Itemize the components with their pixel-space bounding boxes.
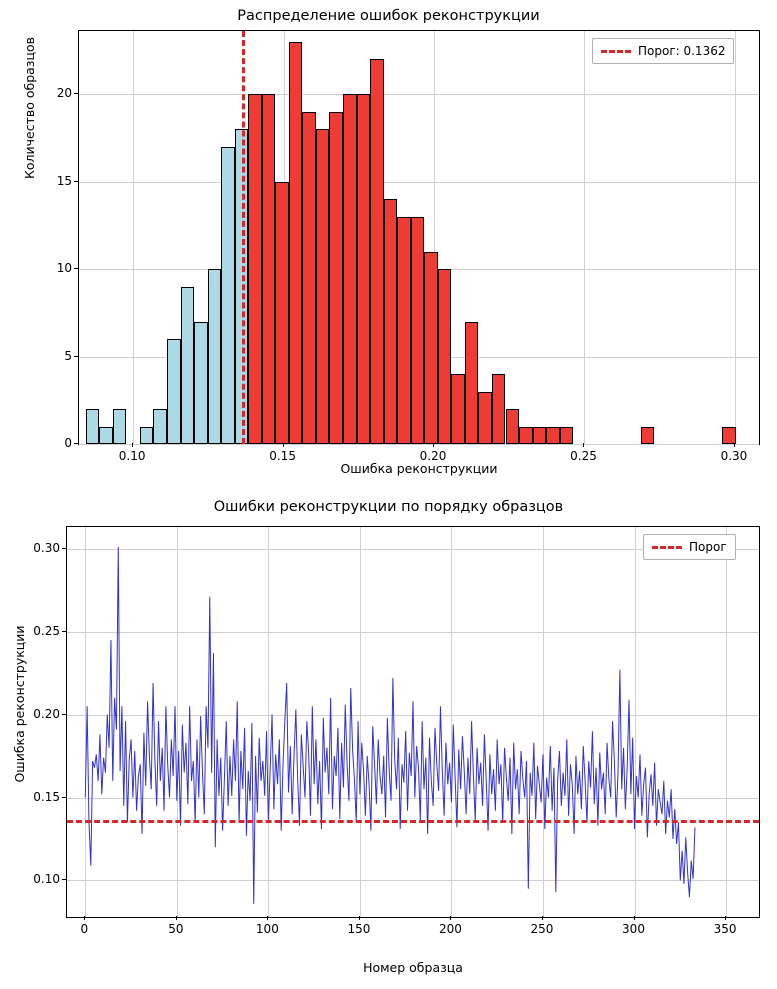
x-tick-label: 0.30 xyxy=(720,449,748,463)
y-tick-mark xyxy=(62,797,66,798)
histogram-bar xyxy=(357,94,371,444)
grid-line-horizontal xyxy=(79,182,759,183)
y-tick-label: 0.10 xyxy=(33,872,60,887)
histogram-bar xyxy=(343,94,357,444)
x-tick-label: 350 xyxy=(713,922,737,936)
histogram-bar xyxy=(451,374,465,444)
series-plot-area xyxy=(66,526,760,918)
x-tick-mark xyxy=(132,443,133,447)
x-tick-mark xyxy=(734,443,735,447)
y-tick-mark xyxy=(62,548,66,549)
x-tick-label: 0.20 xyxy=(419,449,447,463)
x-tick-label: 0.10 xyxy=(118,449,146,463)
x-tick-label: 50 xyxy=(168,922,184,936)
series-y-axis-label: Ошибка реконструкции xyxy=(12,625,27,783)
y-tick-mark xyxy=(74,443,78,444)
y-tick-label: 15 xyxy=(56,173,72,188)
grid-line-horizontal xyxy=(79,444,759,445)
histogram-bar xyxy=(289,42,303,445)
grid-line-vertical xyxy=(584,31,585,444)
histogram-bar xyxy=(424,252,438,445)
histogram-bar xyxy=(370,59,384,444)
histogram-bar xyxy=(533,427,547,445)
grid-line-vertical xyxy=(735,31,736,444)
x-tick-mark xyxy=(725,916,726,920)
y-tick-label: 5 xyxy=(64,348,72,363)
grid-line-horizontal xyxy=(79,94,759,95)
histogram-bar xyxy=(519,427,533,445)
histogram-bar xyxy=(384,199,398,444)
series-legend-label: Порог xyxy=(689,540,727,554)
histogram-plot-area xyxy=(78,30,760,445)
series-figure xyxy=(0,494,777,989)
x-tick-label: 0 xyxy=(80,922,89,936)
histogram-bar xyxy=(140,427,154,445)
histogram-bar xyxy=(275,182,289,445)
histogram-bar xyxy=(262,94,276,444)
series-legend xyxy=(643,534,736,560)
x-tick-mark xyxy=(84,916,85,920)
x-tick-mark xyxy=(176,916,177,920)
x-tick-mark xyxy=(583,443,584,447)
x-tick-mark xyxy=(634,916,635,920)
histogram-bar xyxy=(181,287,195,445)
histogram-bar xyxy=(208,269,222,444)
threshold-line xyxy=(242,31,245,444)
histogram-bar xyxy=(546,427,560,445)
y-tick-mark xyxy=(74,181,78,182)
y-tick-mark xyxy=(74,268,78,269)
histogram-bar xyxy=(560,427,574,445)
x-tick-label: 150 xyxy=(347,922,371,936)
y-tick-label: 10 xyxy=(56,261,72,275)
y-tick-label: 0.20 xyxy=(33,706,60,721)
histogram-title: Распределение ошибок реконструкции xyxy=(237,8,540,24)
threshold-line-swatch xyxy=(652,546,682,549)
histogram-legend-label: Порог: 0.1362 xyxy=(638,44,726,58)
histogram-y-axis-label: Количество образцов xyxy=(22,37,37,179)
histogram-bar xyxy=(113,409,127,444)
x-tick-label: 200 xyxy=(438,922,462,936)
histogram-legend xyxy=(592,38,734,64)
x-tick-mark xyxy=(433,443,434,447)
reconstruction-error-series xyxy=(67,527,759,917)
y-tick-mark xyxy=(62,714,66,715)
x-tick-label: 0.15 xyxy=(269,449,296,463)
y-tick-mark xyxy=(62,879,66,880)
histogram-bar xyxy=(153,409,167,444)
x-tick-label: 300 xyxy=(622,922,645,936)
x-tick-mark xyxy=(542,916,543,920)
x-tick-mark xyxy=(359,916,360,920)
histogram-bar xyxy=(411,217,425,445)
histogram-bar xyxy=(248,94,262,444)
histogram-bar xyxy=(167,339,181,444)
histogram-bar xyxy=(492,374,506,444)
series-x-axis-label: Номер образца xyxy=(363,960,463,975)
x-tick-mark xyxy=(450,916,451,920)
y-tick-mark xyxy=(74,93,78,94)
y-tick-mark xyxy=(62,631,66,632)
y-tick-label: 20 xyxy=(56,86,72,100)
histogram-bar xyxy=(194,322,208,445)
histogram-bar xyxy=(221,147,235,445)
grid-line-vertical xyxy=(133,31,134,444)
threshold-line-swatch xyxy=(601,50,631,53)
threshold-line xyxy=(67,820,759,823)
x-tick-mark xyxy=(283,443,284,447)
histogram-bar xyxy=(329,112,343,445)
y-tick-label: 0.15 xyxy=(33,789,60,804)
x-tick-label: 0.25 xyxy=(570,449,597,463)
x-tick-label: 100 xyxy=(255,922,279,936)
histogram-figure xyxy=(0,0,777,494)
x-tick-label: 250 xyxy=(530,922,554,936)
series-title: Ошибки реконструкции по порядку образцов xyxy=(213,499,564,515)
histogram-bar xyxy=(302,112,316,445)
histogram-bar xyxy=(465,322,479,445)
histogram-bar xyxy=(438,269,452,444)
y-tick-mark xyxy=(74,356,78,357)
y-tick-label: 0.30 xyxy=(33,540,60,555)
histogram-x-axis-label: Ошибка реконструкции xyxy=(340,461,498,476)
y-tick-label: 0.25 xyxy=(33,623,60,638)
histogram-bar xyxy=(478,392,492,445)
histogram-bar xyxy=(722,427,736,445)
histogram-bar xyxy=(86,409,100,444)
histogram-bar xyxy=(506,409,520,444)
histogram-bar xyxy=(397,217,411,445)
y-tick-label: 0 xyxy=(64,436,72,450)
histogram-bar xyxy=(99,427,113,445)
histogram-bar xyxy=(316,129,330,444)
x-tick-mark xyxy=(267,916,268,920)
histogram-bar xyxy=(641,427,655,445)
